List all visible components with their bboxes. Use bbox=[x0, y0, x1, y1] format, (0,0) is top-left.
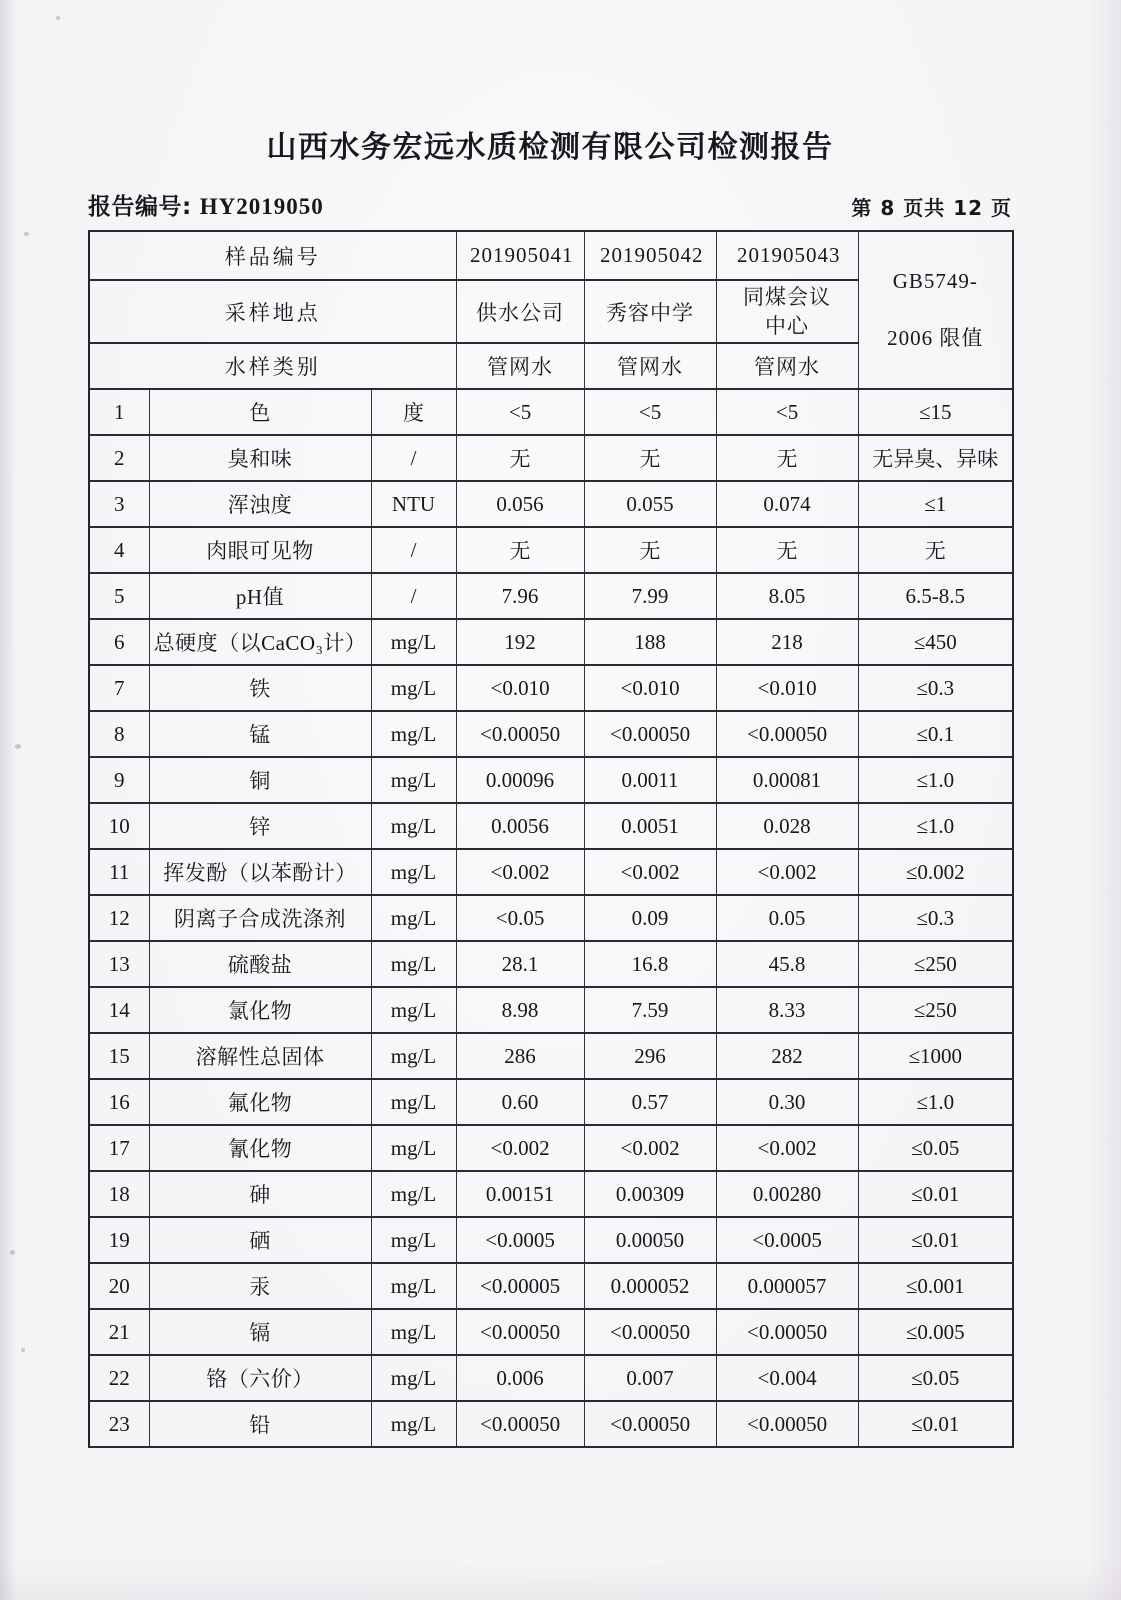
value-cell: 7.96 bbox=[456, 573, 584, 619]
value-cell: 0.055 bbox=[584, 481, 716, 527]
row-number-cell: 17 bbox=[89, 1125, 149, 1171]
value-cell: 8.98 bbox=[456, 987, 584, 1033]
report-table-head bbox=[89, 231, 1013, 389]
table-row bbox=[89, 757, 1013, 803]
limit-cell: ≤0.05 bbox=[858, 1355, 1013, 1401]
limit-cell: 无异臭、异味 bbox=[858, 435, 1013, 481]
limit-cell: ≤1000 bbox=[858, 1033, 1013, 1079]
header-row bbox=[89, 231, 1013, 280]
limit-header-cell bbox=[858, 231, 1013, 389]
parameter-name-cell: 砷 bbox=[149, 1171, 371, 1217]
value-cell: <0.00050 bbox=[456, 711, 584, 757]
table-row bbox=[89, 711, 1013, 757]
value-cell: 8.33 bbox=[716, 987, 858, 1033]
limit-cell: ≤0.002 bbox=[858, 849, 1013, 895]
sample-id-cell bbox=[716, 231, 858, 280]
row-number-cell: 21 bbox=[89, 1309, 149, 1355]
scan-speck bbox=[15, 744, 21, 749]
value-cell: <0.05 bbox=[456, 895, 584, 941]
unit-cell: mg/L bbox=[371, 1401, 456, 1447]
row-number-cell: 15 bbox=[89, 1033, 149, 1079]
table-row bbox=[89, 1033, 1013, 1079]
row-number-cell: 14 bbox=[89, 987, 149, 1033]
unit-cell: mg/L bbox=[371, 1079, 456, 1125]
header-label-cell: 样品编号 bbox=[89, 231, 456, 280]
limit-cell: ≤0.3 bbox=[858, 665, 1013, 711]
parameter-name-cell: 色 bbox=[149, 389, 371, 435]
value-cell: <0.010 bbox=[456, 665, 584, 711]
value-cell: <0.002 bbox=[584, 1125, 716, 1171]
unit-cell: mg/L bbox=[371, 1217, 456, 1263]
page-content bbox=[88, 0, 1012, 1448]
row-number-cell: 11 bbox=[89, 849, 149, 895]
value-cell: 0.056 bbox=[456, 481, 584, 527]
parameter-name-cell: 汞 bbox=[149, 1263, 371, 1309]
value-cell: 0.09 bbox=[584, 895, 716, 941]
value-cell: <0.00005 bbox=[456, 1263, 584, 1309]
header-cell-text: 同煤会议中心 bbox=[743, 285, 832, 338]
row-number-cell: 10 bbox=[89, 803, 149, 849]
row-number-cell: 20 bbox=[89, 1263, 149, 1309]
value-cell: <0.002 bbox=[456, 1125, 584, 1171]
page-number-indicator: 第 8 页共 12 页 bbox=[851, 196, 1012, 220]
limit-header-line2: 2006 限值 bbox=[887, 326, 984, 350]
row-number-cell: 4 bbox=[89, 527, 149, 573]
parameter-name-cell: 溶解性总固体 bbox=[149, 1033, 371, 1079]
parameter-name-cell: 铬（六价） bbox=[149, 1355, 371, 1401]
parameter-name-cell: 镉 bbox=[149, 1309, 371, 1355]
limit-cell: ≤0.005 bbox=[858, 1309, 1013, 1355]
unit-cell: / bbox=[371, 435, 456, 481]
report-number-label: 报告编号: bbox=[88, 194, 192, 220]
unit-cell: mg/L bbox=[371, 1033, 456, 1079]
unit-cell: mg/L bbox=[371, 711, 456, 757]
sample-id-cell bbox=[456, 231, 584, 280]
parameter-name-cell: 硫酸盐 bbox=[149, 941, 371, 987]
limit-cell: ≤1.0 bbox=[858, 1079, 1013, 1125]
row-number-cell: 6 bbox=[89, 619, 149, 665]
row-number-cell: 5 bbox=[89, 573, 149, 619]
value-cell: 0.00309 bbox=[584, 1171, 716, 1217]
limit-cell: ≤15 bbox=[858, 389, 1013, 435]
value-cell: <0.0005 bbox=[456, 1217, 584, 1263]
unit-cell: mg/L bbox=[371, 1355, 456, 1401]
unit-cell: mg/L bbox=[371, 1309, 456, 1355]
unit-cell: mg/L bbox=[371, 849, 456, 895]
limit-cell: ≤450 bbox=[858, 619, 1013, 665]
header-cell-text: 201905043 bbox=[737, 243, 841, 268]
limit-cell: 6.5-8.5 bbox=[858, 573, 1013, 619]
unit-cell: / bbox=[371, 527, 456, 573]
table-row bbox=[89, 1217, 1013, 1263]
table-row bbox=[89, 619, 1013, 665]
header-cell-text: 秀容中学 bbox=[606, 300, 695, 325]
value-cell: <0.00050 bbox=[584, 711, 716, 757]
value-cell: 0.074 bbox=[716, 481, 858, 527]
limit-cell: ≤1.0 bbox=[858, 757, 1013, 803]
scan-speck bbox=[21, 1348, 25, 1352]
value-cell: 0.0011 bbox=[584, 757, 716, 803]
value-cell: 0.0051 bbox=[584, 803, 716, 849]
parameter-name-cell: pH值 bbox=[149, 573, 371, 619]
row-number-cell: 1 bbox=[89, 389, 149, 435]
value-cell: 无 bbox=[584, 435, 716, 481]
report-table-body bbox=[89, 389, 1013, 1447]
value-cell: <0.00050 bbox=[716, 1401, 858, 1447]
limit-cell: 无 bbox=[858, 527, 1013, 573]
limit-cell: ≤1 bbox=[858, 481, 1013, 527]
value-cell: 7.99 bbox=[584, 573, 716, 619]
header-cell-text: 管网水 bbox=[487, 355, 554, 379]
table-row bbox=[89, 435, 1013, 481]
type-cell bbox=[456, 343, 584, 389]
table-row bbox=[89, 895, 1013, 941]
page-title: 山西水务宏远水质检测有限公司检测报告 bbox=[266, 130, 834, 165]
table-row bbox=[89, 665, 1013, 711]
row-number-cell: 3 bbox=[89, 481, 149, 527]
limit-header-line1: GB5749- bbox=[892, 268, 978, 293]
parameter-name-cell: 氰化物 bbox=[149, 1125, 371, 1171]
unit-cell: mg/L bbox=[371, 941, 456, 987]
report-meta-row bbox=[88, 188, 1012, 221]
table-row bbox=[89, 803, 1013, 849]
row-number-cell: 18 bbox=[89, 1171, 149, 1217]
unit-cell: mg/L bbox=[371, 619, 456, 665]
value-cell: 28.1 bbox=[456, 941, 584, 987]
value-cell: 0.00050 bbox=[584, 1217, 716, 1263]
value-cell: 0.000057 bbox=[716, 1263, 858, 1309]
scan-speck bbox=[10, 1250, 15, 1255]
table-row bbox=[89, 849, 1013, 895]
limit-cell: ≤250 bbox=[858, 987, 1013, 1033]
location-cell bbox=[456, 280, 584, 343]
value-cell: 16.8 bbox=[584, 941, 716, 987]
value-cell: 218 bbox=[716, 619, 858, 665]
header-cell-text: 管网水 bbox=[617, 355, 684, 379]
value-cell: 0.00096 bbox=[456, 757, 584, 803]
parameter-name-cell: 氯化物 bbox=[149, 987, 371, 1033]
scan-speck bbox=[24, 232, 29, 236]
row-number-cell: 9 bbox=[89, 757, 149, 803]
limit-cell: ≤0.05 bbox=[858, 1125, 1013, 1171]
value-cell: 0.0056 bbox=[456, 803, 584, 849]
value-cell: <0.00050 bbox=[716, 1309, 858, 1355]
limit-cell: ≤1.0 bbox=[858, 803, 1013, 849]
table-row bbox=[89, 1355, 1013, 1401]
value-cell: <0.002 bbox=[716, 1125, 858, 1171]
parameter-name-cell: 氟化物 bbox=[149, 1079, 371, 1125]
parameter-name-cell: 阴离子合成洗涤剂 bbox=[149, 895, 371, 941]
report-table bbox=[88, 230, 1014, 1448]
value-cell: 0.006 bbox=[456, 1355, 584, 1401]
value-cell: 无 bbox=[584, 527, 716, 573]
unit-cell: NTU bbox=[371, 481, 456, 527]
location-cell bbox=[716, 280, 858, 343]
header-cell-text: 201905042 bbox=[600, 243, 704, 268]
value-cell: <5 bbox=[716, 389, 858, 435]
value-cell: <0.00050 bbox=[584, 1309, 716, 1355]
parameter-name-cell: 总硬度（以CaCO₃计） bbox=[149, 619, 371, 665]
value-cell: 无 bbox=[716, 435, 858, 481]
value-cell: <0.00050 bbox=[716, 711, 858, 757]
report-number bbox=[88, 188, 324, 221]
table-row bbox=[89, 1171, 1013, 1217]
row-number-cell: 16 bbox=[89, 1079, 149, 1125]
table-row bbox=[89, 481, 1013, 527]
value-cell: 0.028 bbox=[716, 803, 858, 849]
value-cell: 0.00280 bbox=[716, 1171, 858, 1217]
unit-cell: mg/L bbox=[371, 803, 456, 849]
header-cell-text: 管网水 bbox=[754, 355, 821, 379]
value-cell: 7.59 bbox=[584, 987, 716, 1033]
unit-cell: mg/L bbox=[371, 1171, 456, 1217]
value-cell: 0.05 bbox=[716, 895, 858, 941]
value-cell: 0.00151 bbox=[456, 1171, 584, 1217]
header-label-cell: 水样类别 bbox=[89, 343, 456, 389]
header-cell-text: 201905041 bbox=[470, 243, 574, 268]
table-row bbox=[89, 527, 1013, 573]
parameter-name-cell: 锌 bbox=[149, 803, 371, 849]
limit-cell: ≤250 bbox=[858, 941, 1013, 987]
unit-cell: mg/L bbox=[371, 1125, 456, 1171]
table-row bbox=[89, 1263, 1013, 1309]
location-cell bbox=[584, 280, 716, 343]
table-row bbox=[89, 573, 1013, 619]
value-cell: <5 bbox=[456, 389, 584, 435]
value-cell: 0.30 bbox=[716, 1079, 858, 1125]
value-cell: 282 bbox=[716, 1033, 858, 1079]
value-cell: 192 bbox=[456, 619, 584, 665]
limit-cell: ≤0.01 bbox=[858, 1401, 1013, 1447]
value-cell: 0.57 bbox=[584, 1079, 716, 1125]
value-cell: 188 bbox=[584, 619, 716, 665]
value-cell: 45.8 bbox=[716, 941, 858, 987]
value-cell: 无 bbox=[456, 435, 584, 481]
value-cell: 0.000052 bbox=[584, 1263, 716, 1309]
value-cell: 0.60 bbox=[456, 1079, 584, 1125]
header-label-cell: 采样地点 bbox=[89, 280, 456, 343]
value-cell: <5 bbox=[584, 389, 716, 435]
value-cell: <0.0005 bbox=[716, 1217, 858, 1263]
value-cell: <0.00050 bbox=[456, 1309, 584, 1355]
value-cell: <0.002 bbox=[716, 849, 858, 895]
parameter-name-cell: 锰 bbox=[149, 711, 371, 757]
limit-cell: ≤0.01 bbox=[858, 1217, 1013, 1263]
value-cell: <0.00050 bbox=[584, 1401, 716, 1447]
unit-cell: 度 bbox=[371, 389, 456, 435]
value-cell: <0.010 bbox=[584, 665, 716, 711]
parameter-name-cell: 铜 bbox=[149, 757, 371, 803]
parameter-name-cell: 臭和味 bbox=[149, 435, 371, 481]
unit-cell: mg/L bbox=[371, 895, 456, 941]
row-number-cell: 2 bbox=[89, 435, 149, 481]
table-row bbox=[89, 1401, 1013, 1447]
parameter-name-cell: 硒 bbox=[149, 1217, 371, 1263]
value-cell: 0.007 bbox=[584, 1355, 716, 1401]
table-row bbox=[89, 389, 1013, 435]
row-number-cell: 19 bbox=[89, 1217, 149, 1263]
unit-cell: mg/L bbox=[371, 987, 456, 1033]
row-number-cell: 13 bbox=[89, 941, 149, 987]
row-number-cell: 12 bbox=[89, 895, 149, 941]
table-row bbox=[89, 1309, 1013, 1355]
value-cell: <0.00050 bbox=[456, 1401, 584, 1447]
value-cell: <0.010 bbox=[716, 665, 858, 711]
row-number-cell: 8 bbox=[89, 711, 149, 757]
table-row bbox=[89, 1079, 1013, 1125]
limit-cell: ≤0.3 bbox=[858, 895, 1013, 941]
value-cell: 286 bbox=[456, 1033, 584, 1079]
sample-id-cell bbox=[584, 231, 716, 280]
parameter-name-cell: 浑浊度 bbox=[149, 481, 371, 527]
table-row bbox=[89, 941, 1013, 987]
parameter-name-cell: 肉眼可见物 bbox=[149, 527, 371, 573]
unit-cell: mg/L bbox=[371, 665, 456, 711]
limit-cell: ≤0.01 bbox=[858, 1171, 1013, 1217]
value-cell: <0.002 bbox=[456, 849, 584, 895]
value-cell: <0.004 bbox=[716, 1355, 858, 1401]
limit-cell: ≤0.1 bbox=[858, 711, 1013, 757]
value-cell: 8.05 bbox=[716, 573, 858, 619]
value-cell: 0.00081 bbox=[716, 757, 858, 803]
type-cell bbox=[584, 343, 716, 389]
row-number-cell: 23 bbox=[89, 1401, 149, 1447]
limit-cell: ≤0.001 bbox=[858, 1263, 1013, 1309]
value-cell: 296 bbox=[584, 1033, 716, 1079]
parameter-name-cell: 铅 bbox=[149, 1401, 371, 1447]
unit-cell: / bbox=[371, 573, 456, 619]
row-number-cell: 22 bbox=[89, 1355, 149, 1401]
header-cell-text: 供水公司 bbox=[476, 300, 565, 325]
table-row bbox=[89, 987, 1013, 1033]
unit-cell: mg/L bbox=[371, 1263, 456, 1309]
parameter-name-cell: 铁 bbox=[149, 665, 371, 711]
type-cell bbox=[716, 343, 858, 389]
table-row bbox=[89, 1125, 1013, 1171]
scan-speck bbox=[56, 16, 60, 20]
value-cell: 无 bbox=[716, 527, 858, 573]
row-number-cell: 7 bbox=[89, 665, 149, 711]
value-cell: 无 bbox=[456, 527, 584, 573]
report-number-value: HY2019050 bbox=[199, 194, 324, 219]
parameter-name-cell: 挥发酚（以苯酚计） bbox=[149, 849, 371, 895]
unit-cell: mg/L bbox=[371, 757, 456, 803]
value-cell: <0.002 bbox=[584, 849, 716, 895]
